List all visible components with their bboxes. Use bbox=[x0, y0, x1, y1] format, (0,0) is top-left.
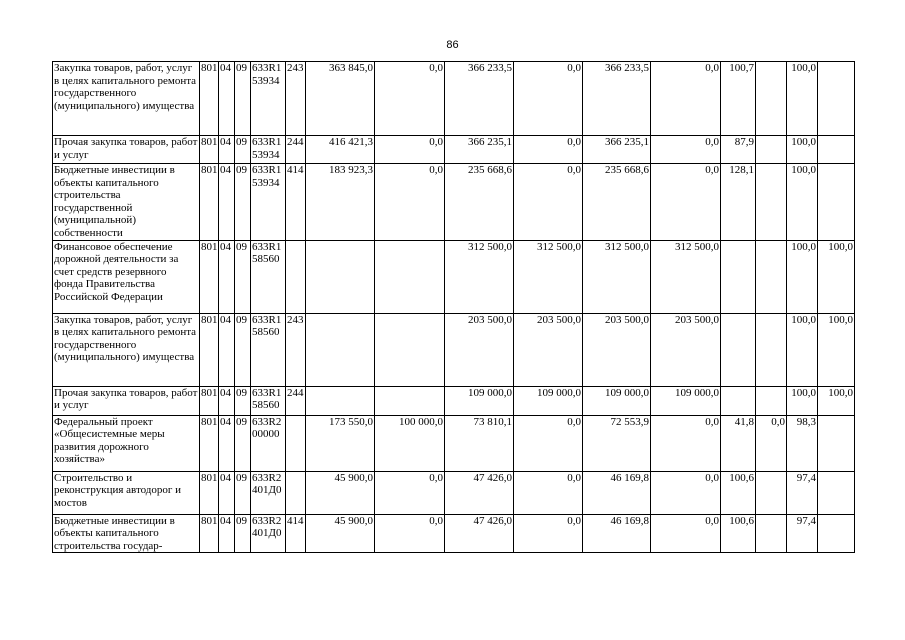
value-3: 312 500,0 bbox=[445, 240, 514, 313]
percent-4: 100,0 bbox=[818, 240, 855, 313]
value-5: 46 169,8 bbox=[583, 514, 651, 553]
percent-1: 100,7 bbox=[721, 62, 756, 136]
value-6: 0,0 bbox=[651, 415, 721, 471]
percent-3: 100,0 bbox=[787, 62, 818, 136]
value-3: 47 426,0 bbox=[445, 514, 514, 553]
gr-code: 801 bbox=[200, 240, 219, 313]
table-row bbox=[53, 164, 855, 241]
percent-1 bbox=[721, 313, 756, 386]
gr-code: 801 bbox=[200, 415, 219, 471]
value-3: 47 426,0 bbox=[445, 471, 514, 514]
gr-code: 801 bbox=[200, 62, 219, 136]
csr-code: 633R153934 bbox=[251, 164, 286, 241]
csr-code: 633R158560 bbox=[251, 386, 286, 415]
value-3: 366 233,5 bbox=[445, 62, 514, 136]
value-5: 366 235,1 bbox=[583, 136, 651, 164]
value-5: 203 500,0 bbox=[583, 313, 651, 386]
vr-code bbox=[286, 415, 306, 471]
percent-3: 100,0 bbox=[787, 386, 818, 415]
value-1: 45 900,0 bbox=[306, 514, 375, 553]
rz-code: 04 bbox=[219, 313, 235, 386]
value-5: 235 668,6 bbox=[583, 164, 651, 241]
value-2 bbox=[375, 386, 445, 415]
gr-code: 801 bbox=[200, 313, 219, 386]
percent-4 bbox=[818, 514, 855, 553]
table-row bbox=[53, 313, 855, 386]
row-name: Бюджетные инвестиции в объекты капитального строительства государственной (муниципальной) собственности bbox=[53, 164, 200, 241]
vr-code bbox=[286, 471, 306, 514]
value-4: 203 500,0 bbox=[514, 313, 583, 386]
percent-1: 87,9 bbox=[721, 136, 756, 164]
value-1: 363 845,0 bbox=[306, 62, 375, 136]
row-name: Бюджетные инвестиции в объекты капитального строительства государ- bbox=[53, 514, 200, 553]
percent-3: 100,0 bbox=[787, 164, 818, 241]
rz-code: 04 bbox=[219, 514, 235, 553]
table-row bbox=[53, 136, 855, 164]
rz-code: 04 bbox=[219, 240, 235, 313]
value-3: 235 668,6 bbox=[445, 164, 514, 241]
value-4: 109 000,0 bbox=[514, 386, 583, 415]
value-6: 0,0 bbox=[651, 136, 721, 164]
value-5: 312 500,0 bbox=[583, 240, 651, 313]
gr-code: 801 bbox=[200, 164, 219, 241]
percent-4 bbox=[818, 164, 855, 241]
pr-code: 09 bbox=[235, 136, 251, 164]
value-1 bbox=[306, 386, 375, 415]
gr-code: 801 bbox=[200, 471, 219, 514]
value-4: 0,0 bbox=[514, 471, 583, 514]
value-1: 173 550,0 bbox=[306, 415, 375, 471]
value-3: 203 500,0 bbox=[445, 313, 514, 386]
percent-3: 100,0 bbox=[787, 136, 818, 164]
csr-code: 633R2401Д0 bbox=[251, 471, 286, 514]
vr-code: 243 bbox=[286, 313, 306, 386]
pr-code: 09 bbox=[235, 240, 251, 313]
csr-code: 633R200000 bbox=[251, 415, 286, 471]
table-row bbox=[53, 386, 855, 415]
pr-code: 09 bbox=[235, 514, 251, 553]
percent-2: 0,0 bbox=[756, 415, 787, 471]
value-5: 46 169,8 bbox=[583, 471, 651, 514]
value-1 bbox=[306, 240, 375, 313]
percent-2 bbox=[756, 164, 787, 241]
gr-code: 801 bbox=[200, 514, 219, 553]
value-5: 109 000,0 bbox=[583, 386, 651, 415]
value-2: 0,0 bbox=[375, 514, 445, 553]
percent-2 bbox=[756, 240, 787, 313]
table-row bbox=[53, 415, 855, 471]
csr-code: 633R158560 bbox=[251, 240, 286, 313]
row-name: Закупка товаров, работ, услуг в целях капитального ремонта государственного (муниципального) имущества bbox=[53, 313, 200, 386]
rz-code: 04 bbox=[219, 136, 235, 164]
row-name: Строительство и реконструкция автодорог и мостов bbox=[53, 471, 200, 514]
value-3: 366 235,1 bbox=[445, 136, 514, 164]
value-5: 72 553,9 bbox=[583, 415, 651, 471]
value-3: 73 810,1 bbox=[445, 415, 514, 471]
gr-code: 801 bbox=[200, 386, 219, 415]
pr-code: 09 bbox=[235, 386, 251, 415]
percent-2 bbox=[756, 471, 787, 514]
pr-code: 09 bbox=[235, 471, 251, 514]
percent-3: 100,0 bbox=[787, 240, 818, 313]
percent-4 bbox=[818, 136, 855, 164]
percent-2 bbox=[756, 386, 787, 415]
value-6: 0,0 bbox=[651, 164, 721, 241]
value-1: 416 421,3 bbox=[306, 136, 375, 164]
pr-code: 09 bbox=[235, 415, 251, 471]
csr-code: 633R153934 bbox=[251, 136, 286, 164]
value-1: 183 923,3 bbox=[306, 164, 375, 241]
vr-code: 244 bbox=[286, 386, 306, 415]
pr-code: 09 bbox=[235, 164, 251, 241]
percent-1 bbox=[721, 240, 756, 313]
pr-code: 09 bbox=[235, 313, 251, 386]
value-4: 0,0 bbox=[514, 415, 583, 471]
value-4: 312 500,0 bbox=[514, 240, 583, 313]
table-row bbox=[53, 514, 855, 553]
value-6: 0,0 bbox=[651, 62, 721, 136]
rz-code: 04 bbox=[219, 386, 235, 415]
value-6: 0,0 bbox=[651, 514, 721, 553]
vr-code: 414 bbox=[286, 514, 306, 553]
rz-code: 04 bbox=[219, 415, 235, 471]
row-name: Закупка товаров, работ, услуг в целях капитального ремонта государственного (муниципального) имущества bbox=[53, 62, 200, 136]
page-number: 86 bbox=[446, 39, 459, 51]
value-6: 109 000,0 bbox=[651, 386, 721, 415]
percent-1: 41,8 bbox=[721, 415, 756, 471]
vr-code bbox=[286, 240, 306, 313]
value-6: 203 500,0 bbox=[651, 313, 721, 386]
percent-4: 100,0 bbox=[818, 313, 855, 386]
value-4: 0,0 bbox=[514, 62, 583, 136]
percent-2 bbox=[756, 62, 787, 136]
value-1 bbox=[306, 313, 375, 386]
vr-code: 244 bbox=[286, 136, 306, 164]
percent-4 bbox=[818, 471, 855, 514]
percent-1: 100,6 bbox=[721, 514, 756, 553]
value-5: 366 233,5 bbox=[583, 62, 651, 136]
percent-3: 98,3 bbox=[787, 415, 818, 471]
rz-code: 04 bbox=[219, 471, 235, 514]
percent-3: 97,4 bbox=[787, 514, 818, 553]
value-3: 109 000,0 bbox=[445, 386, 514, 415]
row-name: Федеральный проект «Общесистемные меры развития дорожного хозяйства» bbox=[53, 415, 200, 471]
percent-1: 100,6 bbox=[721, 471, 756, 514]
table-row bbox=[53, 471, 855, 514]
pr-code: 09 bbox=[235, 62, 251, 136]
value-2 bbox=[375, 313, 445, 386]
row-name: Прочая закупка товаров, работ и услуг bbox=[53, 136, 200, 164]
percent-4: 100,0 bbox=[818, 386, 855, 415]
percent-3: 100,0 bbox=[787, 313, 818, 386]
value-2 bbox=[375, 240, 445, 313]
row-name: Прочая закупка товаров, работ и услуг bbox=[53, 386, 200, 415]
value-2: 0,0 bbox=[375, 62, 445, 136]
value-4: 0,0 bbox=[514, 136, 583, 164]
vr-code: 243 bbox=[286, 62, 306, 136]
value-2: 0,0 bbox=[375, 471, 445, 514]
value-4: 0,0 bbox=[514, 514, 583, 553]
value-6: 312 500,0 bbox=[651, 240, 721, 313]
row-name: Финансовое обеспечение дорожной деятельности за счет средств резервного фонда Правительства Российской Федерации bbox=[53, 240, 200, 313]
percent-2 bbox=[756, 514, 787, 553]
percent-2 bbox=[756, 313, 787, 386]
vr-code: 414 bbox=[286, 164, 306, 241]
value-2: 0,0 bbox=[375, 136, 445, 164]
value-2: 100 000,0 bbox=[375, 415, 445, 471]
budget-table bbox=[52, 61, 855, 553]
value-1: 45 900,0 bbox=[306, 471, 375, 514]
value-2: 0,0 bbox=[375, 164, 445, 241]
percent-2 bbox=[756, 136, 787, 164]
table-row bbox=[53, 240, 855, 313]
percent-4 bbox=[818, 415, 855, 471]
rz-code: 04 bbox=[219, 164, 235, 241]
value-4: 0,0 bbox=[514, 164, 583, 241]
percent-1 bbox=[721, 386, 756, 415]
gr-code: 801 bbox=[200, 136, 219, 164]
value-6: 0,0 bbox=[651, 471, 721, 514]
csr-code: 633R153934 bbox=[251, 62, 286, 136]
table-row bbox=[53, 62, 855, 136]
csr-code: 633R158560 bbox=[251, 313, 286, 386]
percent-3: 97,4 bbox=[787, 471, 818, 514]
csr-code: 633R2401Д0 bbox=[251, 514, 286, 553]
percent-1: 128,1 bbox=[721, 164, 756, 241]
percent-4 bbox=[818, 62, 855, 136]
rz-code: 04 bbox=[219, 62, 235, 136]
